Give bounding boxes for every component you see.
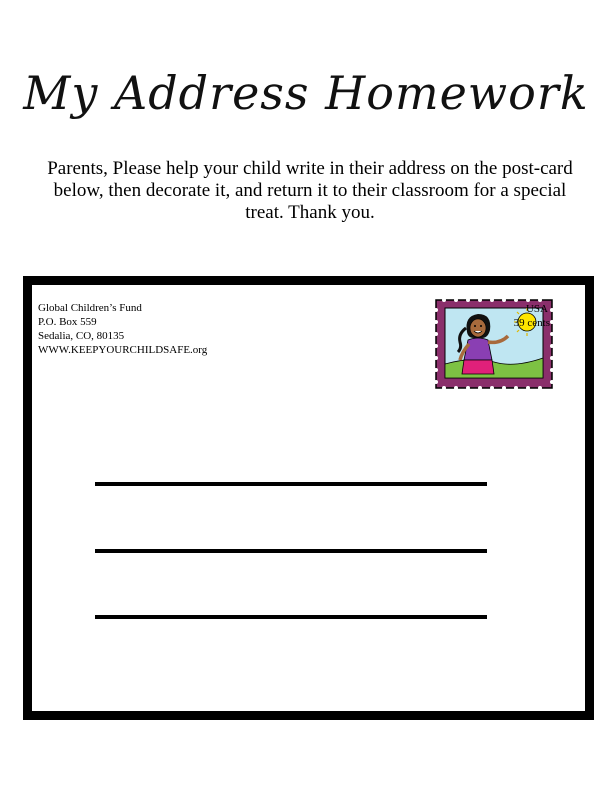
instructions-text: Parents, Please help your child write in their address on the post-card below, then decorate it, and return it to their classroom for a special treat. Thank you. (47, 158, 573, 223)
address-write-line-3[interactable] (95, 615, 487, 619)
return-address-line-2: P.O. Box 559 (38, 316, 97, 328)
postcard (23, 276, 594, 720)
stamp-country: USA (525, 303, 548, 315)
page-title: My Address Homework (23, 66, 589, 120)
return-address-website: WWW.KEEPYOURCHILDSAFE.org (38, 344, 208, 356)
return-address (38, 301, 207, 357)
stamp-value: 39 cents (513, 317, 550, 329)
return-address-line-3: Sedalia, CO, 80135 (38, 330, 125, 342)
address-write-line-1[interactable] (95, 482, 487, 486)
return-address-line-1: Global Children’s Fund (38, 302, 142, 314)
postage-stamp (434, 298, 554, 390)
address-write-line-2[interactable] (95, 549, 487, 553)
